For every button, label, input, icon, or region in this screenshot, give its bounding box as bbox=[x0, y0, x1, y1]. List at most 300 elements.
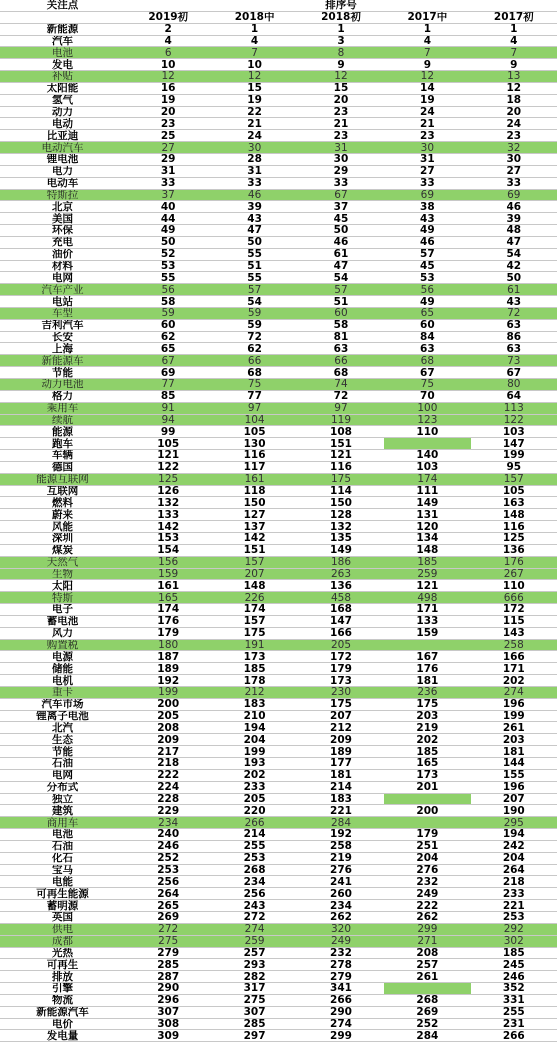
rank-cell: 284 bbox=[298, 817, 384, 829]
table-row bbox=[0, 236, 557, 248]
rank-cell: 9 bbox=[298, 59, 384, 71]
rank-cell: 31 bbox=[298, 142, 384, 154]
rank-cell: 264 bbox=[471, 864, 557, 876]
table-row bbox=[0, 1030, 557, 1042]
rank-cell: 6 bbox=[125, 47, 211, 59]
rank-cell: 32 bbox=[471, 142, 557, 154]
rank-cell: 60 bbox=[298, 307, 384, 319]
rank-cell: 16 bbox=[125, 82, 211, 94]
rank-cell: 33 bbox=[384, 177, 470, 189]
rank-cell: 114 bbox=[298, 485, 384, 497]
row-keyword: 格力 bbox=[0, 390, 125, 402]
row-keyword: 特斯拉 bbox=[0, 189, 125, 201]
rank-cell: 144 bbox=[471, 758, 557, 770]
rank-cell: 175 bbox=[384, 698, 470, 710]
table-row bbox=[0, 213, 557, 225]
row-keyword: 重卡 bbox=[0, 686, 125, 698]
rank-cell: 105 bbox=[125, 438, 211, 450]
row-keyword: 电力 bbox=[0, 165, 125, 177]
rank-cell: 203 bbox=[384, 710, 470, 722]
rank-cell: 209 bbox=[298, 734, 384, 746]
rank-cell: 20 bbox=[125, 106, 211, 118]
rank-cell: 67 bbox=[125, 355, 211, 367]
rank-cell: 187 bbox=[125, 651, 211, 663]
rank-cell: 220 bbox=[211, 805, 297, 817]
rank-cell: 27 bbox=[125, 142, 211, 154]
rank-cell: 54 bbox=[471, 248, 557, 260]
rank-cell: 185 bbox=[384, 556, 470, 568]
header-blank bbox=[0, 11, 125, 23]
rank-cell: 274 bbox=[298, 1018, 384, 1030]
rank-cell: 243 bbox=[211, 900, 297, 912]
rank-cell: 173 bbox=[211, 651, 297, 663]
rank-cell: 245 bbox=[471, 959, 557, 971]
table-row bbox=[0, 911, 557, 923]
rank-cell: 30 bbox=[298, 153, 384, 165]
table-row bbox=[0, 509, 557, 521]
rank-cell: 30 bbox=[211, 142, 297, 154]
row-keyword: 蓄电池 bbox=[0, 615, 125, 627]
rank-cell: 133 bbox=[384, 615, 470, 627]
rank-cell: 284 bbox=[384, 1030, 470, 1042]
rank-cell: 262 bbox=[298, 911, 384, 923]
rank-cell: 128 bbox=[298, 509, 384, 521]
row-keyword: 发电量 bbox=[0, 1030, 125, 1042]
header-row-columns bbox=[0, 11, 557, 23]
rank-cell: 261 bbox=[471, 722, 557, 734]
rank-cell: 232 bbox=[298, 947, 384, 959]
table-row bbox=[0, 876, 557, 888]
rank-cell: 51 bbox=[298, 296, 384, 308]
rank-cell: 230 bbox=[298, 686, 384, 698]
rank-cell: 257 bbox=[384, 959, 470, 971]
rank-cell: 272 bbox=[125, 923, 211, 935]
rank-cell: 199 bbox=[125, 686, 211, 698]
rank-cell: 65 bbox=[125, 343, 211, 355]
rank-cell: 19 bbox=[384, 94, 470, 106]
row-keyword: 物流 bbox=[0, 994, 125, 1006]
rank-cell: 50 bbox=[471, 272, 557, 284]
rank-cell: 12 bbox=[471, 82, 557, 94]
rank-cell: 274 bbox=[471, 686, 557, 698]
rank-cell: 272 bbox=[211, 911, 297, 923]
table-row bbox=[0, 556, 557, 568]
rank-cell: 91 bbox=[125, 402, 211, 414]
rank-cell: 33 bbox=[125, 177, 211, 189]
row-keyword: 新能源车 bbox=[0, 355, 125, 367]
rank-cell: 279 bbox=[298, 971, 384, 983]
rank-cell: 24 bbox=[471, 118, 557, 130]
rank-cell: 259 bbox=[384, 568, 470, 580]
row-keyword: 电价 bbox=[0, 1018, 125, 1030]
rank-cell: 59 bbox=[211, 319, 297, 331]
row-keyword: 电源 bbox=[0, 651, 125, 663]
row-keyword: 深圳 bbox=[0, 532, 125, 544]
rank-cell: 23 bbox=[298, 130, 384, 142]
rank-cell: 46 bbox=[471, 201, 557, 213]
rank-cell: 181 bbox=[384, 675, 470, 687]
rank-cell: 194 bbox=[471, 829, 557, 841]
rank-cell bbox=[384, 438, 470, 450]
rank-cell: 23 bbox=[384, 130, 470, 142]
rank-cell: 307 bbox=[125, 1006, 211, 1018]
rank-cell: 266 bbox=[298, 994, 384, 1006]
rank-cell: 157 bbox=[471, 473, 557, 485]
rank-cell: 50 bbox=[125, 236, 211, 248]
rank-cell: 203 bbox=[471, 734, 557, 746]
rank-cell: 174 bbox=[211, 604, 297, 616]
rank-cell: 31 bbox=[125, 165, 211, 177]
rank-cell: 161 bbox=[125, 580, 211, 592]
rank-cell: 46 bbox=[298, 236, 384, 248]
row-keyword: 分布式 bbox=[0, 781, 125, 793]
table-row bbox=[0, 82, 557, 94]
row-keyword: 跑车 bbox=[0, 438, 125, 450]
rank-cell: 47 bbox=[471, 236, 557, 248]
row-keyword: 可再生 bbox=[0, 959, 125, 971]
table-row bbox=[0, 296, 557, 308]
table-row bbox=[0, 177, 557, 189]
rank-cell: 133 bbox=[125, 509, 211, 521]
rank-cell: 229 bbox=[125, 805, 211, 817]
rank-cell: 142 bbox=[211, 532, 297, 544]
table-row bbox=[0, 521, 557, 533]
rank-cell: 75 bbox=[211, 379, 297, 391]
row-keyword: 蓄明源 bbox=[0, 900, 125, 912]
row-keyword: 宝马 bbox=[0, 864, 125, 876]
rank-cell: 217 bbox=[125, 746, 211, 758]
row-keyword: 油价 bbox=[0, 248, 125, 260]
rank-cell: 58 bbox=[298, 319, 384, 331]
rank-cell: 202 bbox=[471, 675, 557, 687]
header-col-5: 2017初 bbox=[471, 11, 557, 23]
rank-cell: 51 bbox=[211, 260, 297, 272]
row-keyword: 动力 bbox=[0, 106, 125, 118]
rank-cell: 14 bbox=[384, 82, 470, 94]
rank-cell: 157 bbox=[211, 615, 297, 627]
rank-cell: 308 bbox=[125, 1018, 211, 1030]
rank-cell: 208 bbox=[384, 947, 470, 959]
rank-cell: 39 bbox=[211, 201, 297, 213]
row-keyword: 电子 bbox=[0, 604, 125, 616]
row-keyword: 电能 bbox=[0, 876, 125, 888]
table-row bbox=[0, 402, 557, 414]
rank-cell: 33 bbox=[471, 177, 557, 189]
row-keyword: 乘用车 bbox=[0, 402, 125, 414]
rank-cell: 54 bbox=[298, 272, 384, 284]
rank-cell: 290 bbox=[298, 1006, 384, 1018]
rank-cell: 63 bbox=[384, 343, 470, 355]
rank-cell: 185 bbox=[211, 663, 297, 675]
row-keyword: 氢气 bbox=[0, 94, 125, 106]
rank-cell: 205 bbox=[211, 793, 297, 805]
rank-cell: 148 bbox=[211, 580, 297, 592]
rank-cell: 218 bbox=[471, 876, 557, 888]
rank-cell: 15 bbox=[298, 82, 384, 94]
row-keyword: 太阳 bbox=[0, 580, 125, 592]
rank-cell: 175 bbox=[298, 473, 384, 485]
row-keyword: 材料 bbox=[0, 260, 125, 272]
table-row bbox=[0, 805, 557, 817]
rank-cell: 299 bbox=[298, 1030, 384, 1042]
rank-cell: 269 bbox=[384, 1006, 470, 1018]
table-row bbox=[0, 189, 557, 201]
rank-cell: 12 bbox=[384, 71, 470, 83]
rank-cell: 228 bbox=[125, 793, 211, 805]
row-keyword: 建筑 bbox=[0, 805, 125, 817]
rank-cell: 168 bbox=[298, 604, 384, 616]
table-row bbox=[0, 532, 557, 544]
row-keyword: 长安 bbox=[0, 331, 125, 343]
rank-cell: 209 bbox=[125, 734, 211, 746]
rank-cell: 290 bbox=[125, 983, 211, 995]
rank-cell: 181 bbox=[298, 769, 384, 781]
rank-cell: 266 bbox=[471, 1030, 557, 1042]
rank-cell: 179 bbox=[298, 663, 384, 675]
rank-cell: 153 bbox=[125, 532, 211, 544]
rank-cell: 150 bbox=[211, 497, 297, 509]
row-keyword: 燃料 bbox=[0, 497, 125, 509]
table-row bbox=[0, 817, 557, 829]
rank-cell: 57 bbox=[298, 284, 384, 296]
rank-cell: 171 bbox=[384, 604, 470, 616]
rank-cell: 18 bbox=[471, 94, 557, 106]
table-row bbox=[0, 426, 557, 438]
table-row bbox=[0, 201, 557, 213]
rank-cell: 85 bbox=[125, 390, 211, 402]
header-col-3: 2018初 bbox=[298, 11, 384, 23]
rank-cell: 8 bbox=[298, 47, 384, 59]
rank-cell: 122 bbox=[471, 414, 557, 426]
table-row bbox=[0, 983, 557, 995]
rank-cell: 204 bbox=[211, 734, 297, 746]
table-row bbox=[0, 615, 557, 627]
rank-cell bbox=[384, 639, 470, 651]
row-keyword: 蔚来 bbox=[0, 509, 125, 521]
rank-cell: 271 bbox=[384, 935, 470, 947]
rank-cell: 116 bbox=[298, 461, 384, 473]
table-row bbox=[0, 355, 557, 367]
rank-cell: 43 bbox=[211, 213, 297, 225]
rank-cell: 1 bbox=[384, 23, 470, 35]
rank-cell: 46 bbox=[384, 236, 470, 248]
rank-cell: 4 bbox=[211, 35, 297, 47]
rank-cell: 97 bbox=[211, 402, 297, 414]
table-row bbox=[0, 390, 557, 402]
rank-cell: 117 bbox=[211, 461, 297, 473]
table-row bbox=[0, 604, 557, 616]
table-row bbox=[0, 284, 557, 296]
rank-cell: 276 bbox=[384, 864, 470, 876]
rank-cell: 121 bbox=[384, 580, 470, 592]
rank-cell: 10 bbox=[125, 59, 211, 71]
rank-cell: 219 bbox=[298, 852, 384, 864]
row-keyword: 汽车 bbox=[0, 35, 125, 47]
rank-cell: 219 bbox=[384, 722, 470, 734]
table-row bbox=[0, 485, 557, 497]
row-keyword: 电站 bbox=[0, 296, 125, 308]
row-keyword: 电网 bbox=[0, 769, 125, 781]
table-row bbox=[0, 23, 557, 35]
rank-cell: 60 bbox=[384, 319, 470, 331]
rank-cell: 233 bbox=[471, 888, 557, 900]
rank-cell: 70 bbox=[384, 390, 470, 402]
rank-cell: 212 bbox=[211, 686, 297, 698]
rank-cell: 61 bbox=[471, 284, 557, 296]
rank-cell: 199 bbox=[211, 746, 297, 758]
rank-cell: 163 bbox=[471, 497, 557, 509]
rank-cell: 331 bbox=[471, 994, 557, 1006]
rank-cell: 253 bbox=[471, 911, 557, 923]
rank-cell: 178 bbox=[211, 675, 297, 687]
rank-cell: 69 bbox=[471, 189, 557, 201]
rank-cell: 1 bbox=[471, 23, 557, 35]
rank-cell: 28 bbox=[211, 153, 297, 165]
rank-cell: 149 bbox=[384, 497, 470, 509]
rank-cell: 24 bbox=[384, 106, 470, 118]
rank-cell: 154 bbox=[125, 544, 211, 556]
rank-cell: 151 bbox=[298, 438, 384, 450]
table-row bbox=[0, 888, 557, 900]
rank-cell: 200 bbox=[384, 805, 470, 817]
table-row bbox=[0, 225, 557, 237]
row-keyword: 商用车 bbox=[0, 817, 125, 829]
rank-cell: 218 bbox=[125, 758, 211, 770]
rank-cell: 40 bbox=[125, 201, 211, 213]
table-row bbox=[0, 248, 557, 260]
rank-cell: 47 bbox=[211, 225, 297, 237]
rank-cell: 116 bbox=[471, 521, 557, 533]
rank-cell: 110 bbox=[384, 426, 470, 438]
rank-cell: 264 bbox=[125, 888, 211, 900]
rank-cell: 29 bbox=[298, 165, 384, 177]
row-keyword: 电网 bbox=[0, 272, 125, 284]
rank-cell: 150 bbox=[298, 497, 384, 509]
rank-cell: 52 bbox=[125, 248, 211, 260]
rank-cell: 45 bbox=[384, 260, 470, 272]
rank-cell: 31 bbox=[384, 153, 470, 165]
rank-cell: 19 bbox=[125, 94, 211, 106]
rank-cell: 108 bbox=[298, 426, 384, 438]
table-row bbox=[0, 47, 557, 59]
table-row bbox=[0, 142, 557, 154]
table-row bbox=[0, 971, 557, 983]
rank-cell: 224 bbox=[125, 781, 211, 793]
rank-cell: 246 bbox=[471, 971, 557, 983]
table-row bbox=[0, 829, 557, 841]
rank-cell: 126 bbox=[125, 485, 211, 497]
rank-cell: 352 bbox=[471, 983, 557, 995]
rank-cell: 23 bbox=[298, 106, 384, 118]
rank-cell: 295 bbox=[471, 817, 557, 829]
rank-cell: 183 bbox=[298, 793, 384, 805]
rank-cell: 21 bbox=[384, 118, 470, 130]
rank-cell: 173 bbox=[384, 769, 470, 781]
rank-cell: 207 bbox=[298, 710, 384, 722]
rank-cell: 104 bbox=[211, 414, 297, 426]
rank-cell: 86 bbox=[471, 331, 557, 343]
rank-cell: 179 bbox=[125, 627, 211, 639]
row-keyword: 成都 bbox=[0, 935, 125, 947]
rank-cell: 50 bbox=[211, 236, 297, 248]
rank-cell: 9 bbox=[384, 59, 470, 71]
rank-cell: 4 bbox=[384, 35, 470, 47]
row-keyword: 风力 bbox=[0, 627, 125, 639]
rank-cell: 54 bbox=[211, 296, 297, 308]
rank-cell: 180 bbox=[125, 639, 211, 651]
rank-cell: 159 bbox=[125, 568, 211, 580]
table-row bbox=[0, 260, 557, 272]
rank-cell: 68 bbox=[298, 367, 384, 379]
table-row bbox=[0, 568, 557, 580]
rank-cell: 69 bbox=[125, 367, 211, 379]
rank-cell: 55 bbox=[211, 248, 297, 260]
table-row bbox=[0, 1018, 557, 1030]
header-focus-point: 关注点 bbox=[0, 0, 125, 11]
rank-cell bbox=[384, 817, 470, 829]
rank-cell: 147 bbox=[298, 615, 384, 627]
rank-cell: 84 bbox=[384, 331, 470, 343]
rank-cell: 666 bbox=[471, 592, 557, 604]
rank-cell: 210 bbox=[211, 710, 297, 722]
rank-cell: 1 bbox=[298, 23, 384, 35]
header-row-group bbox=[0, 0, 557, 11]
table-row bbox=[0, 852, 557, 864]
rank-cell: 222 bbox=[384, 900, 470, 912]
rank-cell: 125 bbox=[125, 473, 211, 485]
rank-cell: 221 bbox=[298, 805, 384, 817]
rank-cell: 74 bbox=[298, 379, 384, 391]
rank-cell: 222 bbox=[125, 769, 211, 781]
rank-cell: 202 bbox=[211, 769, 297, 781]
rank-cell: 166 bbox=[298, 627, 384, 639]
rank-cell: 62 bbox=[125, 331, 211, 343]
rank-cell: 77 bbox=[125, 379, 211, 391]
rank-cell: 69 bbox=[384, 189, 470, 201]
rank-cell bbox=[384, 983, 470, 995]
rank-cell: 38 bbox=[384, 201, 470, 213]
rank-cell: 7 bbox=[211, 47, 297, 59]
rank-cell: 320 bbox=[298, 923, 384, 935]
header-col-4: 2017中 bbox=[384, 11, 470, 23]
rank-cell: 67 bbox=[471, 367, 557, 379]
table-row bbox=[0, 544, 557, 556]
rank-cell: 43 bbox=[471, 296, 557, 308]
table-row bbox=[0, 367, 557, 379]
rank-cell: 189 bbox=[298, 746, 384, 758]
rank-cell: 4 bbox=[125, 35, 211, 47]
rank-cell: 116 bbox=[211, 450, 297, 462]
rank-cell: 53 bbox=[125, 260, 211, 272]
rank-cell: 73 bbox=[471, 355, 557, 367]
rank-cell: 200 bbox=[125, 698, 211, 710]
rank-cell: 166 bbox=[471, 651, 557, 663]
rank-cell: 37 bbox=[298, 201, 384, 213]
rank-cell: 68 bbox=[211, 367, 297, 379]
rank-cell: 131 bbox=[384, 509, 470, 521]
rank-cell: 4 bbox=[471, 35, 557, 47]
rank-cell: 20 bbox=[471, 106, 557, 118]
header-rank-group: 排序号 bbox=[125, 0, 557, 11]
table-row bbox=[0, 118, 557, 130]
rank-cell: 149 bbox=[298, 544, 384, 556]
rank-cell: 199 bbox=[471, 710, 557, 722]
row-keyword: 电机 bbox=[0, 675, 125, 687]
table-row bbox=[0, 343, 557, 355]
rank-cell: 297 bbox=[211, 1030, 297, 1042]
table-row bbox=[0, 758, 557, 770]
rank-cell: 23 bbox=[471, 130, 557, 142]
